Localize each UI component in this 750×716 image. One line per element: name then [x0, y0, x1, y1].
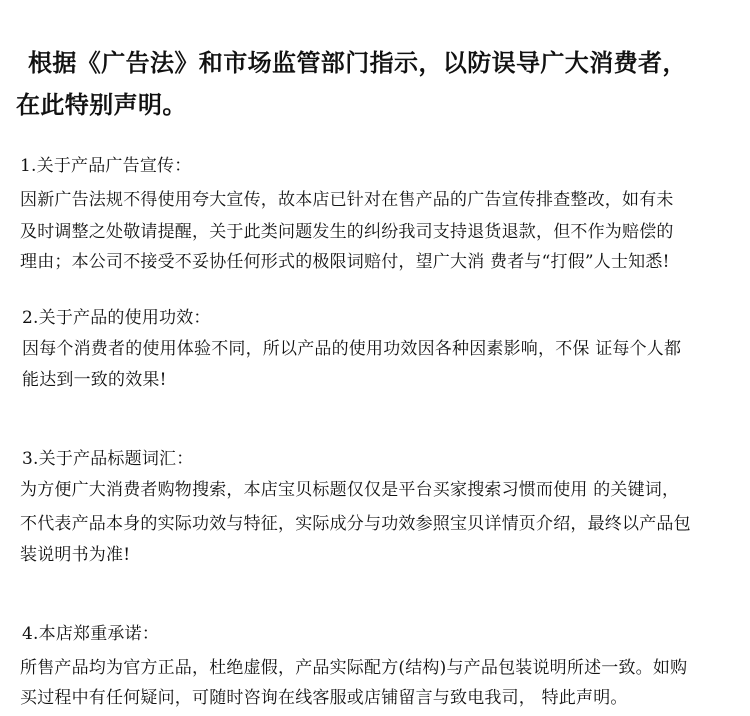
section-text-line: 买过程中有任何疑问，可随时咨询在线客服或店铺留言与致电我司， 特此声明。: [20, 688, 628, 708]
section-text-line: 不代表产品本身的实际功效与特征，实际成分与功效参照宝贝详情页介绍，最终以产品包: [20, 514, 691, 534]
section-text-line: 理由；本公司不接受不妥协任何形式的极限词赔付，望广大消 费者与“打假”人士知悉!: [20, 252, 670, 272]
section-text-line: 所售产品均为官方正品，杜绝虚假，产品实际配方(结构)与产品包装说明所述一致。如购: [20, 658, 688, 678]
section-heading-advertising: 1.关于产品广告宣传：: [20, 156, 192, 176]
section-heading-title-keywords: 3.关于产品标题词汇：: [22, 449, 194, 469]
section-text-line: 装说明书为准!: [20, 545, 131, 565]
section-heading-efficacy: 2.关于产品的使用功效：: [22, 308, 211, 328]
section-text-line: 因每个消费者的使用体验不同，所以产品的使用功效因各种因素影响，不保 证每个人都: [22, 339, 682, 359]
section-text-line: 因新广告法规不得使用夸大宣传，故本店已针对在售产品的广告宣传排查整改，如有未: [20, 190, 674, 210]
notice-headline-line-1: 根据《广告法》和市场监管部门指示，以防误导广大消费者，: [28, 49, 687, 77]
notice-headline-line-2: 在此特别声明。: [16, 91, 187, 119]
section-text-line: 及时调整之处敬请提醒，关于此类问题发生的纠纷我司支持退货退款，但不作为赔偿的: [20, 222, 674, 242]
section-heading-store-promise: 4.本店郑重承诺：: [22, 624, 160, 644]
section-text-line: 能达到一致的效果!: [22, 370, 167, 390]
section-text-line: 为方便广大消费者购物搜索，本店宝贝标题仅仅是平台买家搜索习惯而使用 的关键词，: [20, 480, 680, 500]
